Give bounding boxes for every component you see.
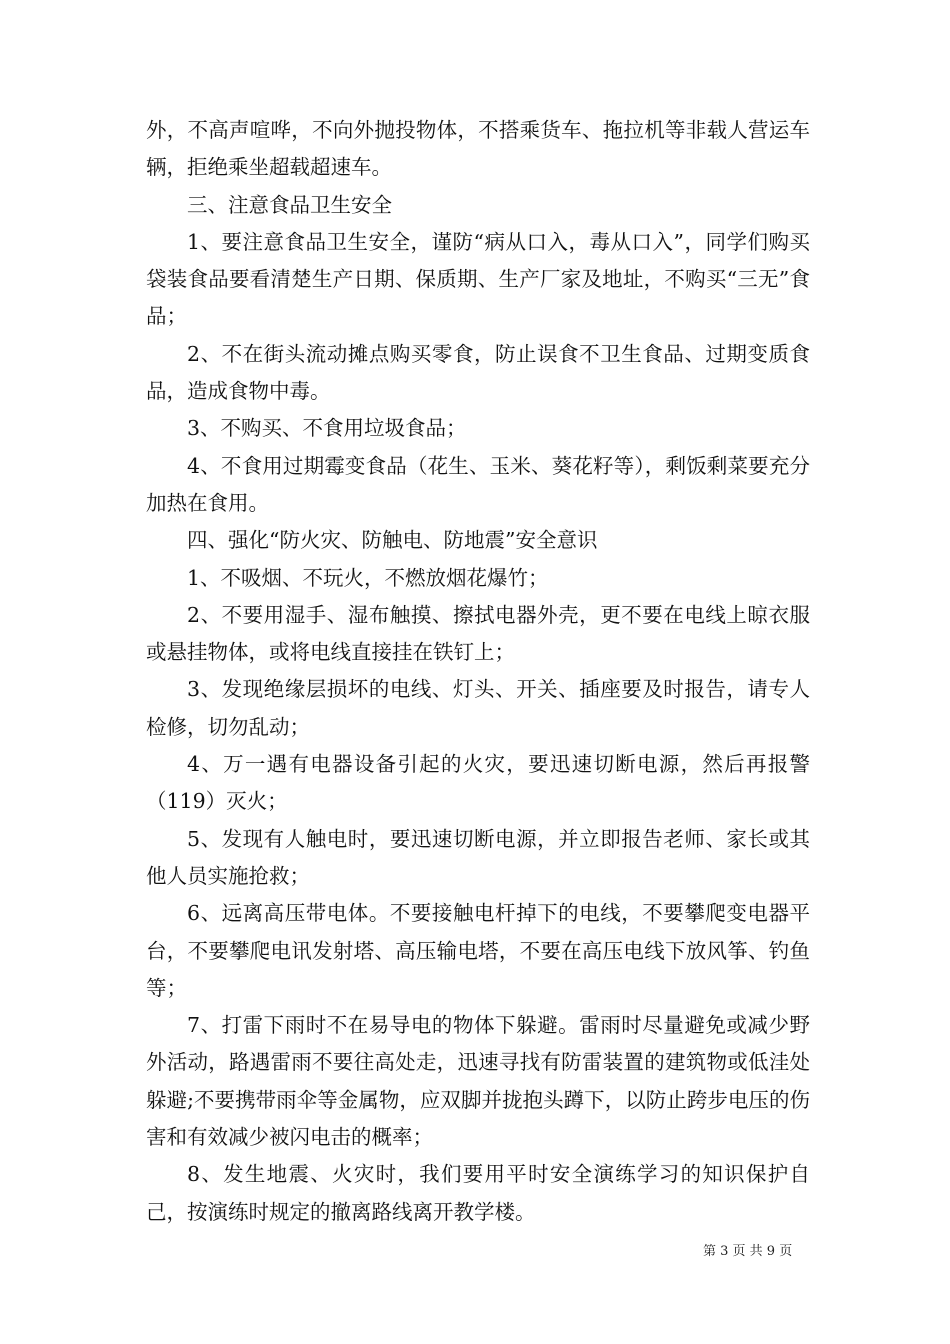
safety-item-6: 6、远离高压带电体。不要接触电杆掉下的电线，不要攀爬变电器平台，不要攀爬电讯发射塔、高压输电塔，不要在高压电线下放风筝、钓鱼等； — [146, 901, 810, 1000]
section-heading-fire-electric-quake: 四、强化“防火灾、防触电、防地震”安全意识 — [187, 528, 598, 553]
food-safety-item-3: 3、不购买、不食用垃圾食品； — [187, 416, 467, 441]
safety-item-2: 2、不要用湿手、湿布触摸、擦拭电器外壳，更不要在电线上晾衣服或悬挂物体，或将电线直接挂在铁钉上； — [146, 602, 810, 665]
safety-item-5: 5、发现有人触电时，要迅速切断电源，并立即报告老师、家长或其他人员实施抢救； — [146, 826, 810, 888]
safety-item-3: 3、发现绝缘层损坏的电线、灯头、开关、插座要及时报告，请专人检修，切勿乱动； — [146, 677, 810, 739]
safety-item-1: 1、不吸烟、不玩火，不燃放烟花爆竹； — [187, 565, 549, 590]
document-body — [146, 112, 810, 1231]
safety-item-4: 4、万一遇有电器设备引起的火灾，要迅速切断电源，然后再报警（119）灭火； — [146, 752, 810, 814]
food-safety-item-1: 1、要注意食品卫生安全，谨防“病从口入，毒从口入”，同学们购买袋装食品要看清楚生产日期、保质期、生产厂家及地址，不购买“三无”食品； — [146, 229, 810, 329]
food-safety-item-2: 2、不在街头流动摊点购买零食，防止误食不卫生食品、过期变质食品，造成食物中毒。 — [146, 341, 810, 404]
food-safety-item-4: 4、不食用过期霉变食品（花生、玉米、葵花籽等），剩饭剩菜要充分加热在食用。 — [146, 453, 810, 515]
page-number-footer: 第 3 页 共 9 页 — [703, 1244, 793, 1259]
safety-item-7: 7、打雷下雨时不在易导电的物体下躲避。雷雨时尽量避免或减少野外活动，路遇雷雨不要往高处走，迅速寻找有防雷装置的建筑物或低洼处躲避;不要携带雨伞等金属物，应双脚并拢抱头蹲下，以防止跨步电压的伤害和有效减少被闪电击的概率； — [146, 1013, 810, 1150]
paragraph-continuation: 外，不高声喧哗，不向外抛投物体，不搭乘货车、拖拉机等非载人营运车辆，拒绝乘坐超载超速车。 — [146, 118, 810, 180]
safety-item-8: 8、发生地震、火灾时，我们要用平时安全演练学习的知识保护自己，按演练时规定的撤离路线离开教学楼。 — [146, 1162, 810, 1224]
section-heading-food-safety: 三、注意食品卫生安全 — [187, 192, 392, 217]
